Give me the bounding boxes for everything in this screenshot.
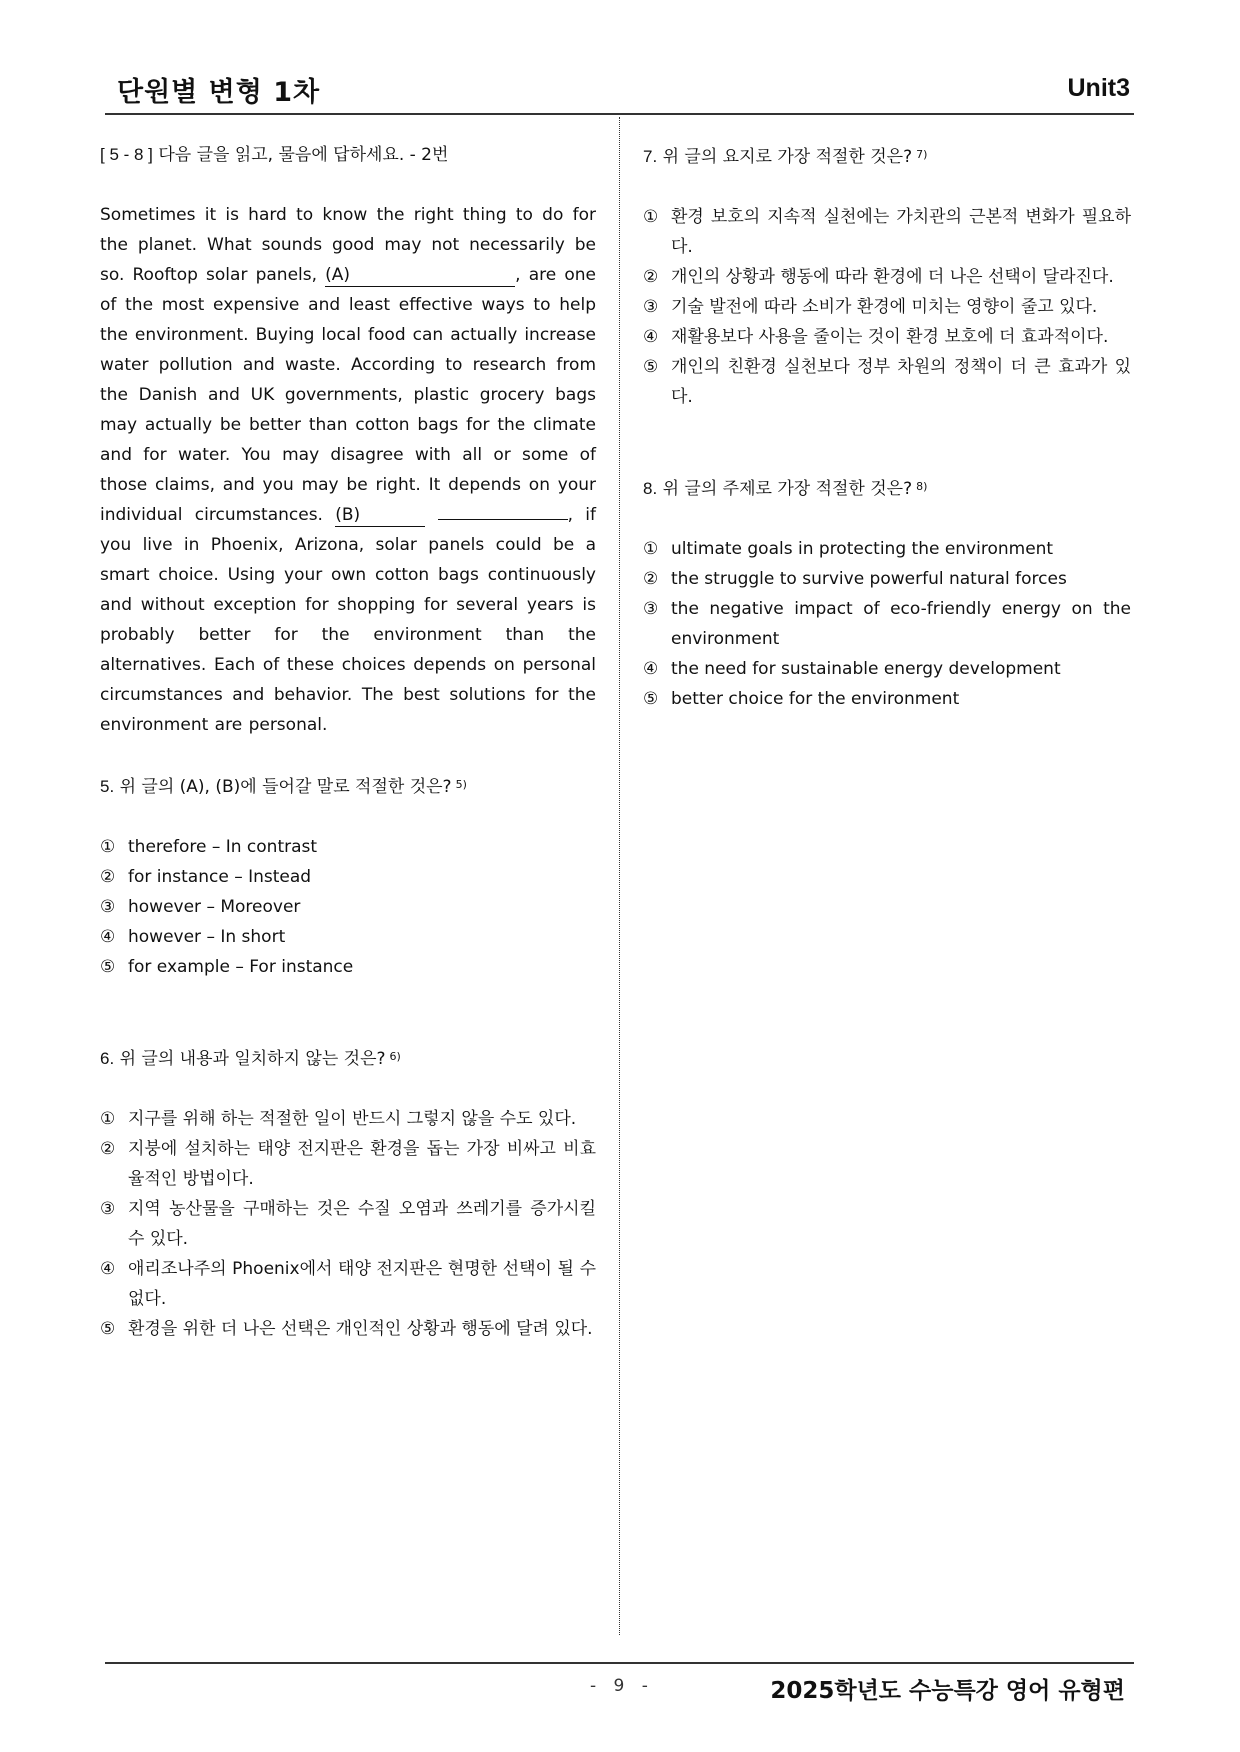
instruction: [100, 140, 596, 170]
option-3[interactable]: [643, 292, 1131, 322]
option-marker: ①: [100, 1109, 116, 1129]
option-marker: ①: [643, 539, 659, 559]
option-marker: ④: [643, 659, 659, 679]
option-text: however – Moreover: [128, 897, 301, 917]
option-text: 기술 발전에 따라 소비가 환경에 미치는 영향이 줄고 있다.: [671, 297, 1098, 317]
option-marker: ③: [643, 297, 659, 317]
footnote-ref: 5): [455, 778, 467, 791]
option-1[interactable]: [643, 534, 1131, 564]
option-1[interactable]: [100, 1104, 596, 1134]
question-stem: [100, 1042, 596, 1074]
question-number: 5.: [100, 777, 115, 796]
option-text: 개인의 친환경 실천보다 정부 차원의 정책이 더 큰 효과가 있다.: [671, 357, 1131, 407]
option-5[interactable]: [643, 352, 1131, 412]
passage-part-2: , are one of the most expensive and least effective ways to help the environment. Buying local food can actually increase water pollution and waste. According to research from the Danish and UK governments, plastic grocery bags may actually be better than cotton bags for the climate and for water. You may disagree with all or some of those claims, and you may be right. It depends on your individual circumstances.: [100, 265, 596, 525]
options-list: [643, 202, 1131, 412]
blank-b-continued: [438, 519, 568, 520]
question-number: 6.: [100, 1049, 115, 1068]
footnote-ref: 8): [916, 480, 928, 493]
option-text: however – In short: [128, 927, 286, 947]
option-marker: ③: [100, 1199, 116, 1219]
option-marker: ⑤: [100, 957, 116, 977]
document-title: 단원별 변형 1차: [117, 77, 321, 108]
options-list: [100, 1104, 596, 1344]
option-text: therefore – In contrast: [128, 837, 318, 857]
option-1[interactable]: [643, 202, 1131, 262]
option-marker: ⑤: [100, 1319, 116, 1339]
option-marker: ③: [643, 599, 659, 619]
blank-b: [335, 504, 425, 527]
page-number: - 9 -: [590, 1676, 654, 1696]
option-text: 애리조나주의 Phoenix에서 태양 전지판은 현명한 선택이 될 수 없다.: [128, 1259, 596, 1309]
option-1[interactable]: [100, 832, 596, 862]
option-4[interactable]: [100, 1254, 596, 1314]
footer-rule: [105, 1662, 1134, 1664]
question-text: 위 글의 (A), (B)에 들어갈 말로 적절한 것은?: [119, 777, 452, 797]
option-marker: ⑤: [643, 357, 659, 377]
option-text: 지붕에 설치하는 태양 전지판은 환경을 돕는 가장 비싸고 비효율적인 방법이다.: [128, 1139, 596, 1189]
option-4[interactable]: [643, 322, 1131, 352]
blank-b-label: (B): [335, 505, 361, 525]
option-2[interactable]: [100, 862, 596, 892]
option-text: 재활용보다 사용을 줄이는 것이 환경 보호에 더 효과적이다.: [671, 327, 1109, 347]
question-range: [ 5 - 8 ]: [100, 145, 153, 164]
option-2[interactable]: [100, 1134, 596, 1194]
option-text: 개인의 상황과 행동에 따라 환경에 더 나은 선택이 달라진다.: [671, 267, 1114, 287]
passage-part-3: , if you live in Phoenix, Arizona, solar panels could be a smart choice. Using your own cotton bags continuously and without exception for shopping for several years is probably better for the environment than the alternatives. Each of these choices depends on personal circumstances and behavior. The best solutions for the environment are personal.: [100, 505, 596, 735]
option-3[interactable]: [100, 892, 596, 922]
option-text: 지역 농산물을 구매하는 것은 수질 오염과 쓰레기를 증가시킬 수 있다.: [128, 1199, 596, 1249]
question-text: 위 글의 내용과 일치하지 않는 것은?: [119, 1049, 386, 1069]
option-5[interactable]: [100, 1314, 596, 1344]
option-text: 지구를 위해 하는 적절한 일이 반드시 그렇지 않을 수도 있다.: [128, 1109, 577, 1129]
blank-a: [325, 264, 515, 287]
question-number: 7.: [643, 147, 658, 166]
option-4[interactable]: [643, 654, 1131, 684]
option-3[interactable]: [100, 1194, 596, 1254]
question-7: [643, 140, 1131, 412]
option-marker: ④: [100, 927, 116, 947]
option-text: for instance – Instead: [128, 867, 312, 887]
option-2[interactable]: [643, 564, 1131, 594]
option-marker: ②: [100, 1139, 116, 1159]
option-marker: ④: [643, 327, 659, 347]
option-5[interactable]: [100, 952, 596, 982]
question-text: 위 글의 요지로 가장 적절한 것은?: [662, 147, 913, 167]
option-marker: ②: [643, 267, 659, 287]
option-marker: ⑤: [643, 689, 659, 709]
option-4[interactable]: [100, 922, 596, 952]
option-marker: ②: [100, 867, 116, 887]
book-title: 2025학년도 수능특강 영어 유형편: [770, 1678, 1125, 1704]
option-marker: ①: [100, 837, 116, 857]
options-list: [643, 534, 1131, 714]
question-6: [100, 1042, 596, 1344]
option-text: ultimate goals in protecting the environment: [671, 539, 1054, 559]
question-8: [643, 472, 1131, 714]
option-text: 환경 보호의 지속적 실천에는 가치관의 근본적 변화가 필요하다.: [671, 207, 1131, 257]
question-stem: [100, 770, 596, 802]
option-text: the struggle to survive powerful natural forces: [671, 569, 1067, 589]
option-marker: ①: [643, 207, 659, 227]
option-2[interactable]: [643, 262, 1131, 292]
option-3[interactable]: [643, 594, 1131, 654]
option-text: the negative impact of eco-friendly energy on the environment: [671, 599, 1131, 649]
option-marker: ③: [100, 897, 116, 917]
options-list: [100, 832, 596, 982]
left-column: [100, 140, 596, 1344]
unit-label: Unit3: [1067, 74, 1130, 102]
footnote-ref: 7): [916, 148, 928, 161]
blank-a-label: (A): [325, 265, 351, 285]
option-5[interactable]: [643, 684, 1131, 714]
right-column: [643, 140, 1131, 714]
passage-part-1: Sometimes it is hard to know the right thing to do for the planet. What sounds good may not necessarily be so. Rooftop solar panels,: [100, 205, 596, 285]
question-stem: [643, 140, 1131, 172]
column-divider: [619, 117, 620, 1635]
option-text: 환경을 위한 더 나은 선택은 개인적인 상황과 행동에 달려 있다.: [128, 1319, 593, 1339]
instruction-text: 다음 글을 읽고, 물음에 답하세요. - 2번: [158, 145, 449, 165]
question-stem: [643, 472, 1131, 504]
option-text: the need for sustainable energy development: [671, 659, 1061, 679]
question-number: 8.: [643, 479, 658, 498]
option-text: for example – For instance: [128, 957, 354, 977]
option-text: better choice for the environment: [671, 689, 960, 709]
header-rule: [105, 113, 1134, 115]
reading-passage: [100, 200, 596, 740]
question-5: [100, 770, 596, 982]
option-marker: ④: [100, 1259, 116, 1279]
footnote-ref: 6): [389, 1050, 401, 1063]
question-text: 위 글의 주제로 가장 적절한 것은?: [662, 479, 913, 499]
option-marker: ②: [643, 569, 659, 589]
